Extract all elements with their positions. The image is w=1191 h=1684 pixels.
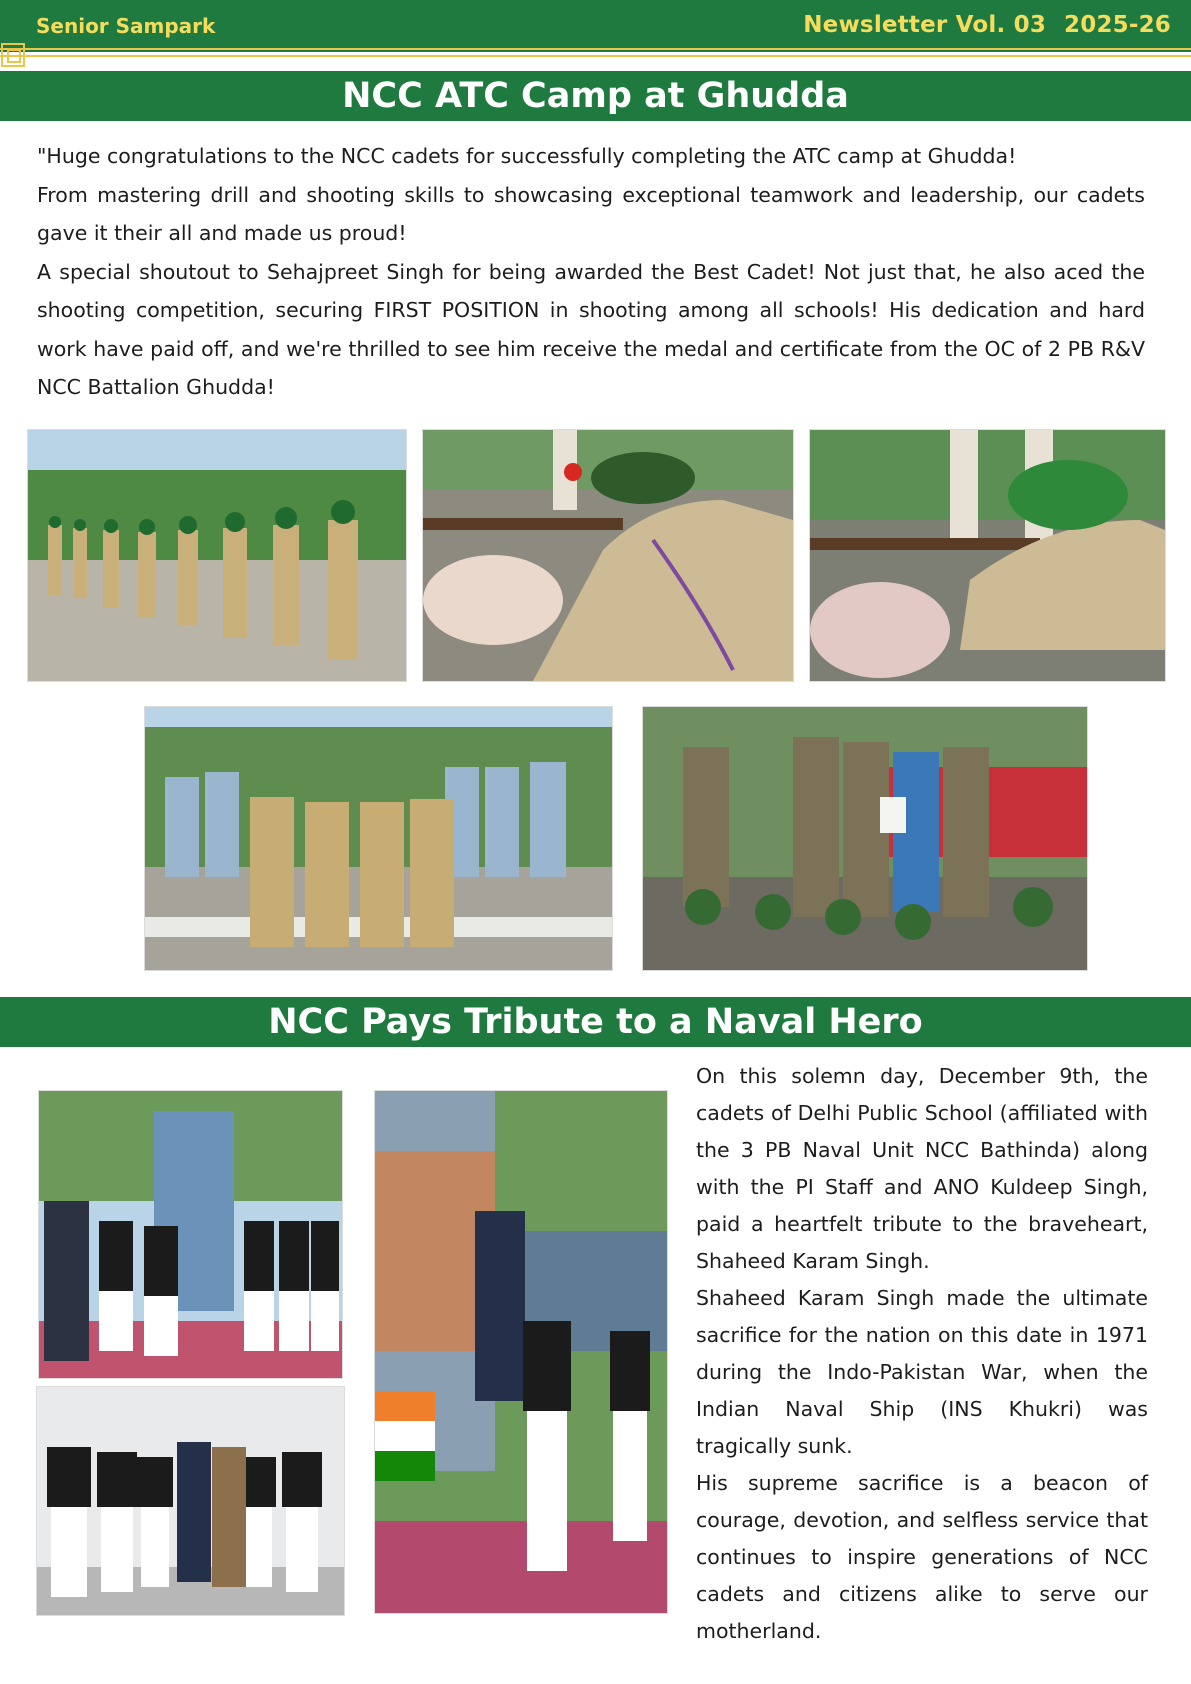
photo-cadet-shooting — [422, 429, 794, 682]
issue-year: 2025-26 — [1064, 12, 1171, 38]
photo-memorial-guard — [38, 1090, 343, 1379]
naval-hero-article — [696, 1058, 1148, 1650]
atc-paragraph: From mastering drill and shooting skills to showcasing exceptional teamwork and leadership, our cadets gave it their all and made us proud! — [37, 182, 1145, 245]
naval-paragraph: On this solemn day, December 9th, the cadets of Delhi Public School (affiliated with the 3 PB Naval Unit NCC Bathinda) along with the PI Staff and ANO Kuldeep Singh, paid a heartfelt tribute to the braveheart, Shaheed Karam Singh. — [696, 1064, 1148, 1273]
section-title-naval-hero: NCC Pays Tribute to a Naval Hero — [0, 997, 1191, 1047]
photo-salute-at-memorial — [374, 1090, 668, 1614]
naval-paragraph: Shaheed Karam Singh made the ultimate sacrifice for the nation on this date in 1971 during the Indo-Pakistan War, when the Indian Naval Ship (INS Khukri) was tragically sunk. — [696, 1286, 1148, 1458]
atc-paragraph: A special shoutout to Sehajpreet Singh for being awarded the Best Cadet! Not just that, he also aced the shooting competition, securing FIRST POSITION in shooting among all schools! His dedication and hard work have paid off, and we're thrilled to see him receive the medal and certificate from the OC of 2 PB R&V NCC Battalion Ghudda! — [37, 259, 1145, 399]
section-title-atc-camp: NCC ATC Camp at Ghudda — [0, 71, 1191, 121]
photo-naval-cadets-group — [36, 1386, 345, 1616]
issue-label — [803, 12, 1171, 38]
brand-name: Senior Sampark — [36, 14, 216, 38]
header-gold-rule-lower — [0, 55, 1191, 57]
newsletter-header — [0, 0, 1191, 52]
header-gold-rule — [0, 48, 1191, 50]
photo-turbaned-cadet-shooting — [809, 429, 1166, 682]
atc-paragraph: "Huge congratulations to the NCC cadets for successfully completing the ATC camp at Ghudda! — [37, 144, 1017, 168]
photo-certificate-ceremony — [642, 706, 1088, 971]
photo-cadets-group — [144, 706, 613, 971]
issue-volume: Newsletter Vol. 03 — [803, 12, 1047, 38]
naval-paragraph: His supreme sacrifice is a beacon of courage, devotion, and selfless service that continues to inspire generations of NCC cadets and citizens alike to serve our motherland. — [696, 1471, 1148, 1643]
photo-cadets-parade — [27, 429, 407, 682]
atc-camp-article — [37, 137, 1145, 407]
corner-ornament-icon — [0, 38, 30, 72]
